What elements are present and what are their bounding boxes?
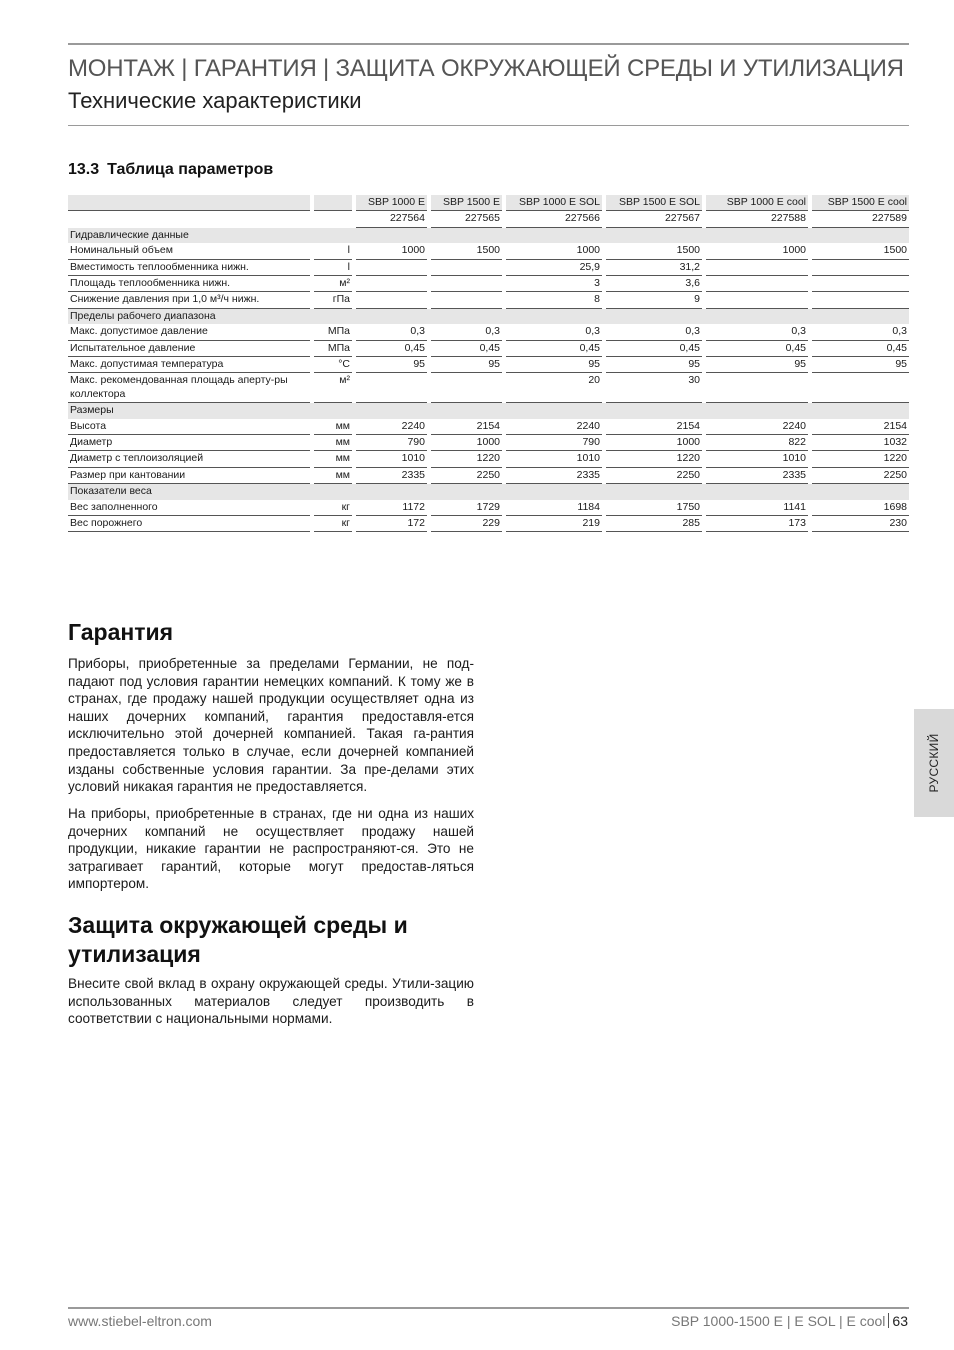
row-label: Диаметр с теплоизоляцией	[68, 451, 310, 467]
row-label: Макс. допустимая температура	[68, 357, 310, 373]
table-row	[68, 516, 909, 532]
group-header-row	[68, 228, 909, 243]
row-value: 0,45	[431, 341, 502, 357]
row-value: 0,45	[356, 341, 427, 357]
row-value: 0,3	[506, 324, 602, 340]
row-value: 0,3	[706, 324, 808, 340]
row-value: 2250	[431, 468, 502, 484]
row-value: 1750	[606, 500, 702, 516]
row-value: 1010	[706, 451, 808, 467]
article-number: 227588	[706, 211, 808, 227]
article-number-row	[68, 211, 909, 227]
table-row	[68, 435, 909, 451]
table-row	[68, 357, 909, 373]
row-value: 0,3	[812, 324, 909, 340]
article-number: 227564	[356, 211, 427, 227]
row-value	[431, 373, 502, 403]
footer-rule	[68, 1307, 909, 1309]
row-value	[812, 260, 909, 276]
row-value: 172	[356, 516, 427, 532]
row-value: 2335	[706, 468, 808, 484]
row-value: 1000	[356, 243, 427, 259]
row-value: 31,2	[606, 260, 702, 276]
row-value: 3,6	[606, 276, 702, 292]
header-rule	[68, 125, 909, 126]
row-value	[356, 276, 427, 292]
row-value: 0,45	[706, 341, 808, 357]
row-value: 0,3	[356, 324, 427, 340]
row-value: 230	[812, 516, 909, 532]
page-number: 63	[892, 1313, 908, 1329]
row-value: 2240	[356, 419, 427, 435]
row-value: 95	[812, 357, 909, 373]
footer-product-info	[671, 1313, 908, 1329]
row-label: Диаметр	[68, 435, 310, 451]
table-row	[68, 243, 909, 259]
article-number: 227566	[506, 211, 602, 227]
row-value: 229	[431, 516, 502, 532]
row-value	[706, 292, 808, 308]
row-unit: м²	[314, 276, 352, 292]
column-header: SBP 1500 E SOL	[606, 195, 702, 211]
table-row	[68, 373, 909, 403]
group-name: Гидравлические данные	[68, 228, 909, 243]
row-value	[431, 260, 502, 276]
row-value	[812, 292, 909, 308]
row-value	[356, 260, 427, 276]
row-value: 1220	[431, 451, 502, 467]
group-name: Показатели веса	[68, 484, 909, 499]
section-title	[68, 161, 273, 179]
row-value: 2250	[812, 468, 909, 484]
row-value: 790	[506, 435, 602, 451]
header-label-cell	[68, 195, 310, 211]
row-value: 1010	[506, 451, 602, 467]
row-value: 822	[706, 435, 808, 451]
row-label: Номинальный объем	[68, 243, 310, 259]
row-unit: мм	[314, 435, 352, 451]
warranty-paragraph-2: На приборы, приобретенные в странах, где ни одна из наших дочерних компаний не осуществляет продажу нашей продукции, никакие гарантии не распространяют-ся. Это не затрагивает гарантий, которые могут предостав-ляться импортером.	[68, 806, 474, 892]
row-value	[431, 292, 502, 308]
row-label: Размер при кантовании	[68, 468, 310, 484]
article-number: 227565	[431, 211, 502, 227]
row-value: 1172	[356, 500, 427, 516]
table-row	[68, 500, 909, 516]
row-unit: °C	[314, 357, 352, 373]
row-label: Площадь теплообменника нижн.	[68, 276, 310, 292]
row-value	[706, 276, 808, 292]
footer-product: SBP 1000-1500 E | E SOL | E cool	[671, 1313, 886, 1329]
row-unit: l	[314, 260, 352, 276]
row-value: 2154	[812, 419, 909, 435]
column-header: SBP 1000 E cool	[706, 195, 808, 211]
row-value: 1729	[431, 500, 502, 516]
row-value: 2154	[431, 419, 502, 435]
row-label: Вес порожнего	[68, 516, 310, 532]
row-label: Высота	[68, 419, 310, 435]
row-value: 1220	[606, 451, 702, 467]
row-value: 95	[431, 357, 502, 373]
group-name: Размеры	[68, 403, 909, 418]
row-value: 1220	[812, 451, 909, 467]
group-name: Пределы рабочего диапазона	[68, 309, 909, 324]
group-header-row	[68, 484, 909, 499]
parameters-table	[68, 195, 909, 532]
row-value: 2240	[506, 419, 602, 435]
row-value: 0,45	[506, 341, 602, 357]
row-value: 0,3	[431, 324, 502, 340]
row-value: 2335	[506, 468, 602, 484]
environment-heading: Защита окружающей среды и утилизация	[68, 912, 408, 967]
row-unit: м²	[314, 373, 352, 403]
row-label: Снижение давления при 1,0 м³/ч нижн.	[68, 292, 310, 308]
row-value: 30	[606, 373, 702, 403]
language-tab-label: РУССКИЙ	[927, 733, 941, 793]
row-value: 20	[506, 373, 602, 403]
section-number: 13.3	[68, 161, 100, 178]
header-unit-cell	[314, 195, 352, 211]
row-value: 1000	[706, 243, 808, 259]
row-unit: кг	[314, 500, 352, 516]
row-unit: гПа	[314, 292, 352, 308]
row-value: 25,9	[506, 260, 602, 276]
column-header: SBP 1000 E	[356, 195, 427, 211]
row-value: 95	[606, 357, 702, 373]
row-value: 285	[606, 516, 702, 532]
row-value: 0,45	[812, 341, 909, 357]
row-value: 790	[356, 435, 427, 451]
row-label: Макс. рекомендованная площадь аперту-ры коллектора	[68, 373, 310, 403]
table-row	[68, 260, 909, 276]
footer-website: www.stiebel-eltron.com	[68, 1313, 212, 1329]
warranty-heading: Гарантия	[68, 619, 174, 645]
section-title-text: Таблица параметров	[107, 161, 274, 178]
row-value	[431, 276, 502, 292]
row-value: 95	[356, 357, 427, 373]
column-header: SBP 1000 E SOL	[506, 195, 602, 211]
row-label: Макс. допустимое давление	[68, 324, 310, 340]
table-row	[68, 276, 909, 292]
row-value	[706, 260, 808, 276]
page-header-title: МОНТАЖ | ГАРАНТИЯ | ЗАЩИТА ОКРУЖАЮЩЕЙ СРЕДЫ И УТИЛИЗАЦИЯ	[68, 55, 904, 82]
article-number: 227589	[812, 211, 909, 227]
row-value: 219	[506, 516, 602, 532]
environment-paragraph: Внесите свой вклад в охрану окружающей среды. Утили-зацию использованных материалов следует производить в соответствии с национальными нормами.	[68, 976, 474, 1027]
row-value: 1500	[606, 243, 702, 259]
row-value	[812, 373, 909, 403]
row-unit: l	[314, 243, 352, 259]
row-label: Вместимость теплообменника нижн.	[68, 260, 310, 276]
row-value: 2154	[606, 419, 702, 435]
row-value: 95	[706, 357, 808, 373]
table-row	[68, 292, 909, 308]
row-value: 0,45	[606, 341, 702, 357]
row-value: 95	[506, 357, 602, 373]
row-label: Вес заполненного	[68, 500, 310, 516]
article-unit-cell	[314, 211, 352, 227]
column-header: SBP 1500 E cool	[812, 195, 909, 211]
page-header-subtitle: Технические характеристики	[68, 88, 362, 113]
row-value: 173	[706, 516, 808, 532]
article-number: 227567	[606, 211, 702, 227]
row-value: 1032	[812, 435, 909, 451]
row-unit: мм	[314, 468, 352, 484]
row-value	[356, 292, 427, 308]
row-label: Испытательное давление	[68, 341, 310, 357]
row-unit: МПа	[314, 341, 352, 357]
row-unit: МПа	[314, 324, 352, 340]
table-row	[68, 324, 909, 340]
footer-separator	[888, 1313, 889, 1328]
row-unit: кг	[314, 516, 352, 532]
row-value: 1184	[506, 500, 602, 516]
row-value: 1010	[356, 451, 427, 467]
row-value: 0,3	[606, 324, 702, 340]
table-row	[68, 341, 909, 357]
row-value: 1500	[812, 243, 909, 259]
language-tab	[914, 709, 954, 817]
row-value: 2250	[606, 468, 702, 484]
row-value: 1141	[706, 500, 808, 516]
column-header: SBP 1500 E	[431, 195, 502, 211]
table-header-row	[68, 195, 909, 211]
row-value: 2240	[706, 419, 808, 435]
table-row	[68, 451, 909, 467]
row-value	[706, 373, 808, 403]
row-unit: мм	[314, 419, 352, 435]
row-value	[356, 373, 427, 403]
row-value: 3	[506, 276, 602, 292]
top-rule	[68, 43, 909, 45]
table-row	[68, 468, 909, 484]
row-value: 1698	[812, 500, 909, 516]
row-value	[812, 276, 909, 292]
table-row	[68, 419, 909, 435]
row-value: 1000	[431, 435, 502, 451]
warranty-paragraph-1: Приборы, приобретенные за пределами Германии, не под-падают под условия гарантии немецких компаний. К тому же в странах, где продажу нашей продукции осуществляет одна из наших дочерних компаний, гарантия предоставля-ется исключительно этой дочерней компанией. Такая га-рантия предоставляется только в случае, если дочерней компанией изданы собственные условия гарантии. За пре-делами этих условий никакая гарантия не предоставляется.	[68, 656, 474, 795]
row-value: 9	[606, 292, 702, 308]
group-header-row	[68, 309, 909, 324]
row-unit: мм	[314, 451, 352, 467]
row-value: 2335	[356, 468, 427, 484]
row-value: 1000	[506, 243, 602, 259]
article-label-cell	[68, 211, 310, 227]
group-header-row	[68, 403, 909, 418]
row-value: 8	[506, 292, 602, 308]
row-value: 1000	[606, 435, 702, 451]
row-value: 1500	[431, 243, 502, 259]
